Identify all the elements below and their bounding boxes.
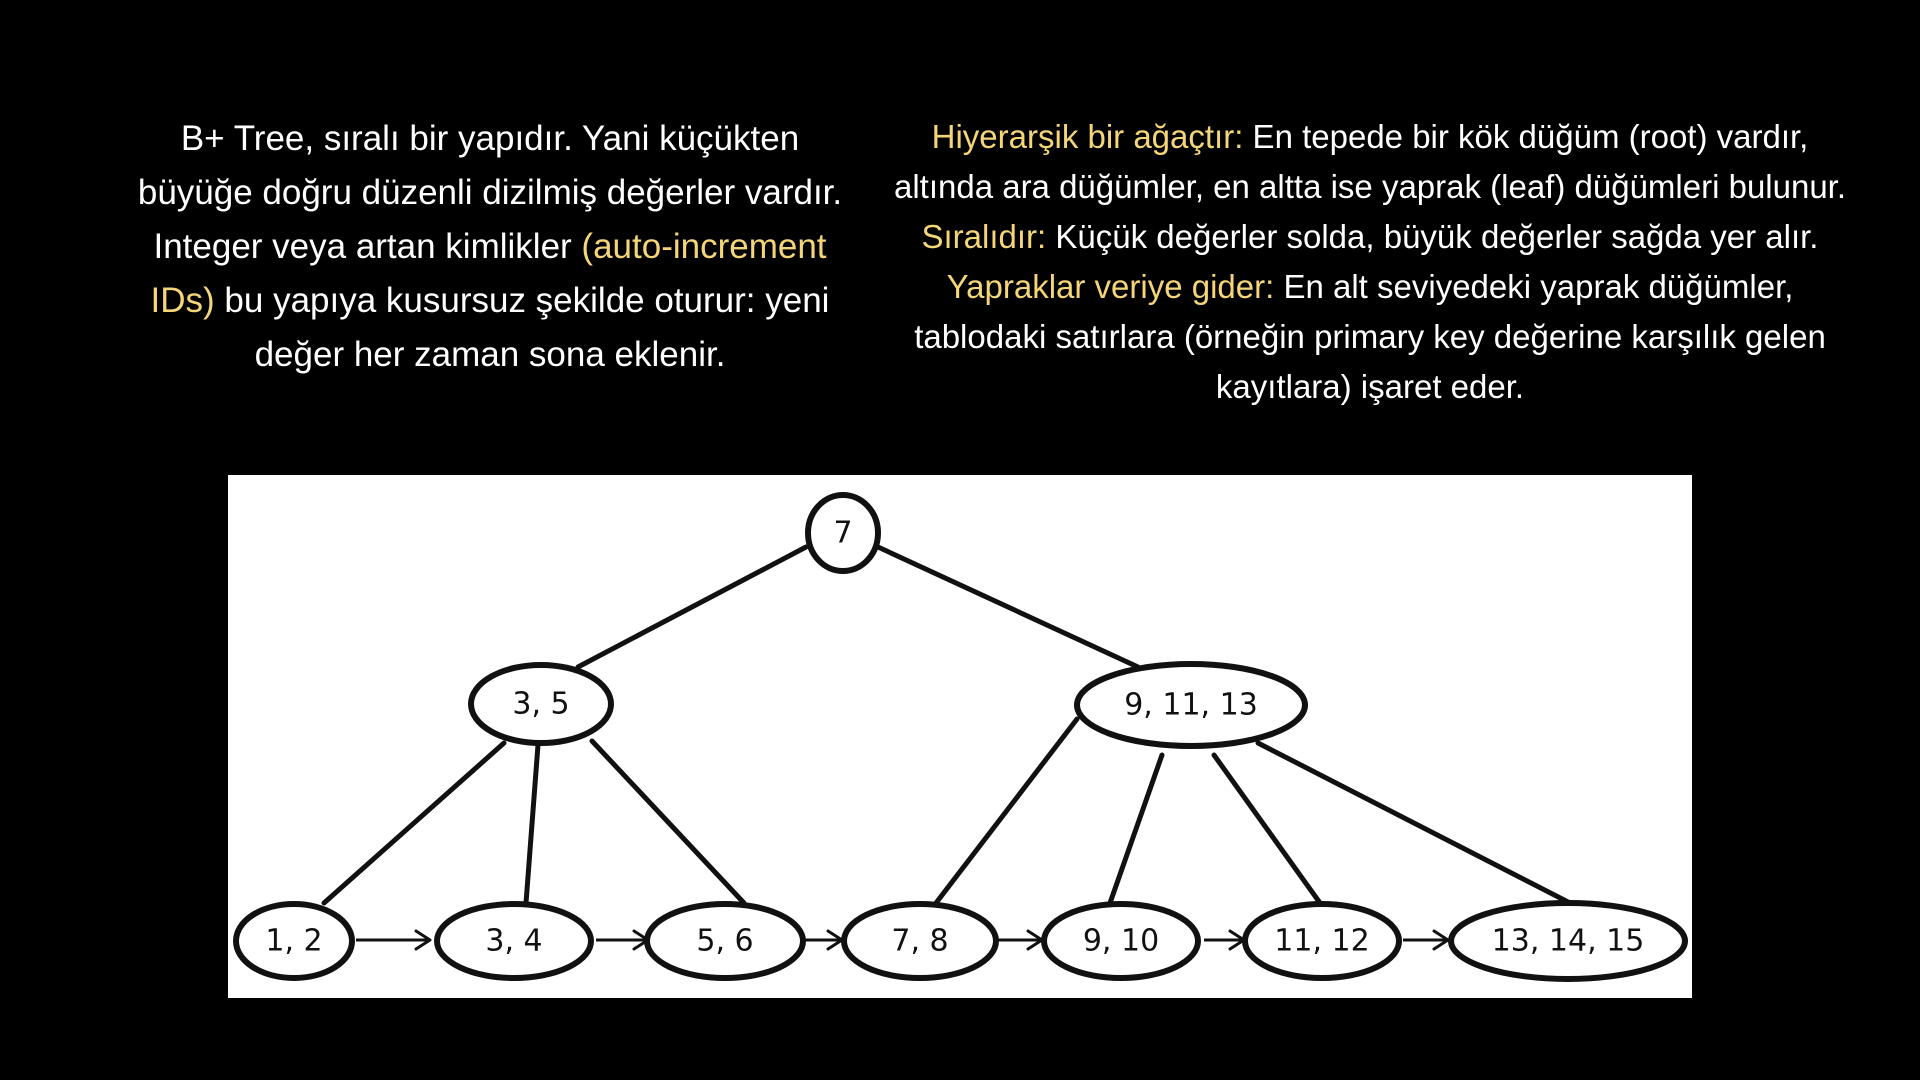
leaf-link-arrow <box>356 931 430 949</box>
internal-node <box>1077 664 1305 746</box>
leaf-link-arrow <box>596 931 648 949</box>
ordered-text: Küçük değerler solda, büyük değerler sağda yer alır. <box>1046 218 1819 255</box>
tree-edge <box>936 719 1077 903</box>
hierarchy-label: Hiyerarşik bir ağaçtır: <box>931 118 1244 155</box>
leaf-node-label: 13, 14, 15 <box>1491 923 1645 959</box>
leaf-link-arrow <box>1204 931 1244 949</box>
root-node <box>808 495 878 571</box>
right-description <box>880 112 1860 412</box>
left-description-text-1: B+ Tree, sıralı bir yapıdır. Yani küçükten büyüğe doğru düzenli dizilmiş değerler vardır. Integer veya artan kimlikler <box>137 119 843 266</box>
internal-node <box>471 665 611 743</box>
tree-edge <box>526 745 538 903</box>
leaves-label: Yapraklar veriye gider: <box>946 268 1275 305</box>
leaf-node <box>1245 904 1399 978</box>
root-node-label: 7 <box>833 515 853 551</box>
tree-edge <box>324 743 504 903</box>
left-description-text-2: bu yapıya kusursuz şekilde oturur: yeni değer her zaman sona eklenir. <box>214 281 830 374</box>
leaf-node-label: 9, 10 <box>1082 923 1160 959</box>
leaf-node <box>1451 903 1685 979</box>
leaf-node-label: 3, 4 <box>485 923 543 959</box>
leaf-link-arrow <box>804 931 842 949</box>
left-description-highlight: (auto-increment IDs) <box>150 227 827 320</box>
leaf-node-label: 7, 8 <box>891 923 949 959</box>
tree-edge <box>592 741 744 903</box>
internal-node-label: 9, 11, 13 <box>1124 687 1258 723</box>
leaf-link-arrow <box>1403 931 1448 949</box>
left-description <box>130 112 850 382</box>
leaf-node <box>647 904 803 978</box>
leaf-node <box>1044 904 1198 978</box>
tree-edge <box>578 547 806 667</box>
leaf-node-label: 1, 2 <box>265 923 323 959</box>
internal-node-label: 3, 5 <box>512 686 570 722</box>
tree-edge <box>1110 755 1162 903</box>
leaves-text: En alt seviyedeki yaprak düğümler, tablodaki satırlara (örneğin primary key değerine karşılık gelen kayıtlara) işaret eder. <box>914 268 1826 405</box>
bplus-tree-svg <box>228 475 1692 998</box>
leaf-node <box>844 904 996 978</box>
hierarchy-text: En tepede bir kök düğüm (root) vardır, altında ara düğümler, en altta ise yaprak (leaf) düğümleri bulunur. <box>893 118 1847 205</box>
leaf-node <box>236 904 352 978</box>
tree-edge <box>878 547 1138 667</box>
leaf-link-arrow <box>998 931 1042 949</box>
bplus-tree-diagram <box>228 475 1692 998</box>
ordered-label: Sıralıdır: <box>921 218 1047 255</box>
leaf-node-label: 5, 6 <box>696 923 754 959</box>
leaf-node-label: 11, 12 <box>1274 923 1370 959</box>
tree-edge <box>1214 755 1320 903</box>
leaf-node <box>437 904 591 978</box>
